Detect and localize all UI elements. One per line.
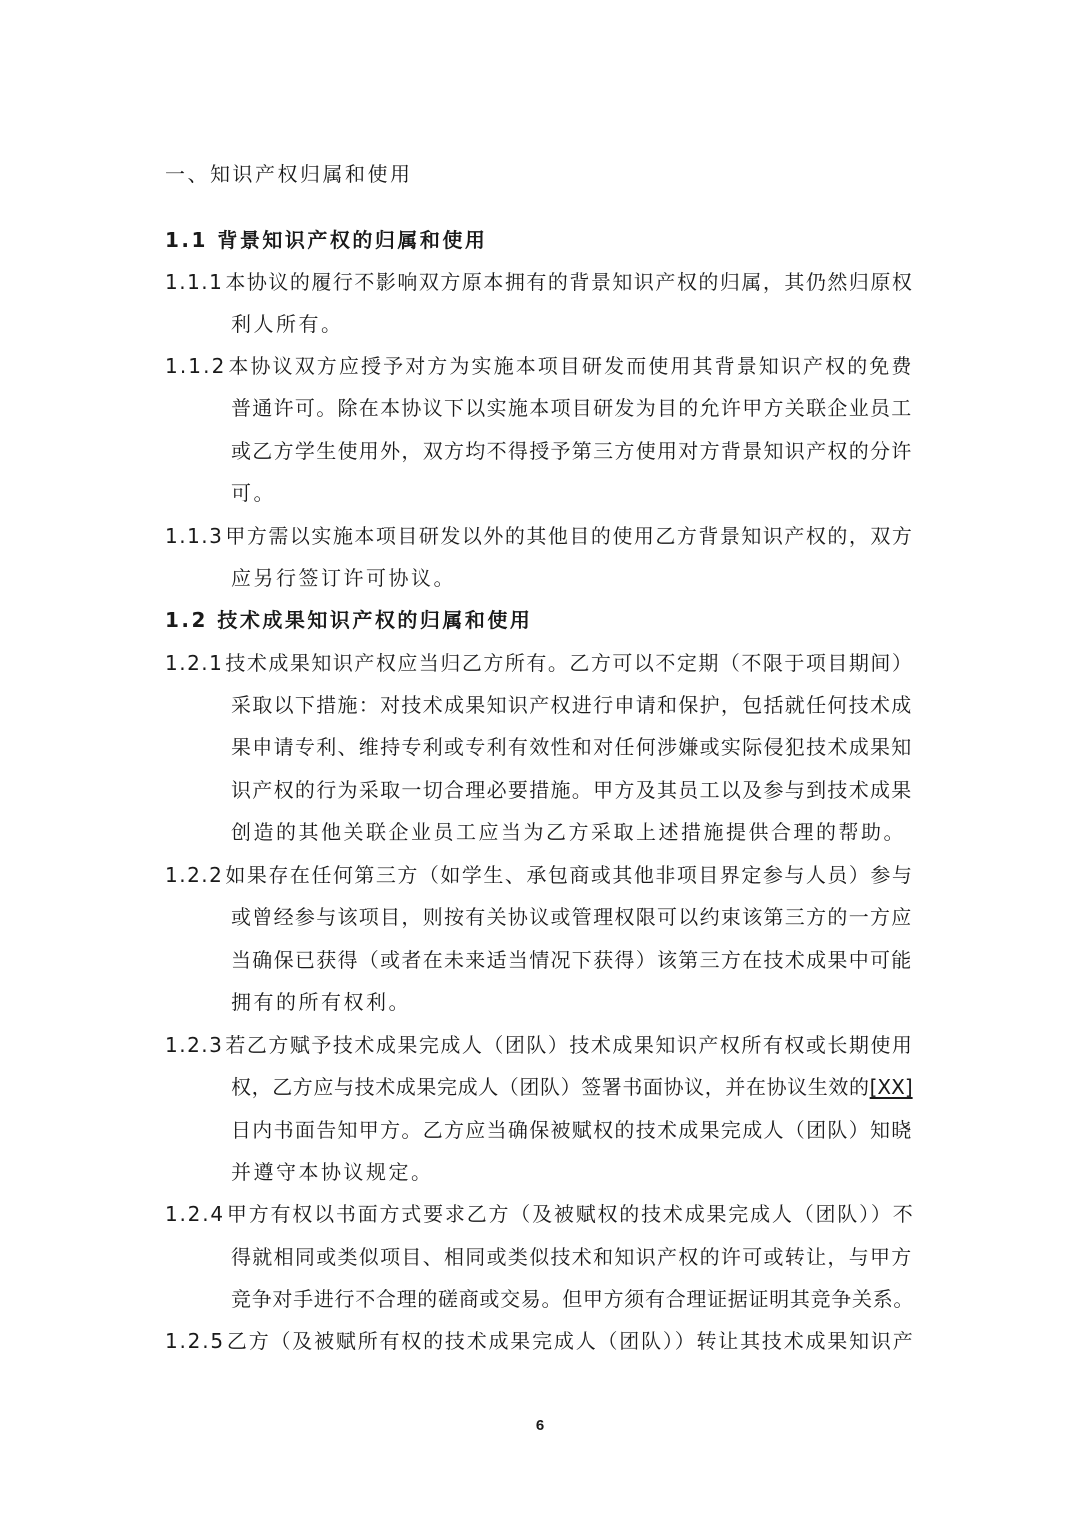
clause-1-1-2-line-2: 普通许可。除在本协议下以实施本项目研发为目的允许甲方关联企业员工	[231, 396, 913, 420]
clause-1-1-1-line-2: 利人所有。	[231, 312, 344, 336]
clause-1-1-2-line-4: 可。	[231, 481, 276, 505]
clause-1-2-1-line-5: 创造的其他关联企业员工应当为乙方采取上述措施提供合理的帮助。	[231, 820, 906, 844]
section-title: 一、知识产权归属和使用	[165, 162, 413, 186]
subsection-heading-1-1: 1.1 背景知识产权的归属和使用	[165, 228, 488, 252]
clause-text: 甲方需以实施本项目研发以外的其他目的使用乙方背景知识产权的，双方	[225, 524, 914, 548]
clause-number: 1.2.2	[165, 863, 224, 887]
clause-1-2-2-line-3: 当确保已获得（或者在未来适当情况下获得）该第三方在技术成果中可能	[231, 948, 913, 972]
clause-1-2-4-line-3: 竞争对手进行不合理的磋商或交易。但甲方须有合理证据证明其竞争关系。	[231, 1287, 915, 1311]
clause-1-2-1-line-2: 采取以下措施：对技术成果知识产权进行申请和保护，包括就任何技术成	[231, 693, 913, 717]
clause-1-1-2-line-1	[165, 352, 914, 380]
clause-text: 乙方（及被赋所有权的技术成果完成人（团队））转让其技术成果知识产	[226, 1329, 915, 1353]
clause-1-1-3-line-2: 应另行签订许可协议。	[231, 566, 456, 590]
clause-1-2-4-line-1	[165, 1200, 915, 1228]
clause-1-1-3-line-1	[165, 522, 913, 550]
clause-number: 1.1.2	[165, 354, 227, 378]
clause-1-2-2-line-4: 拥有的所有权利。	[231, 990, 411, 1014]
clause-text: 甲方有权以书面方式要求乙方（及被赋权的技术成果完成人（团队））不	[226, 1202, 915, 1226]
clause-1-2-1-line-4: 识产权的行为采取一切合理必要措施。甲方及其员工以及参与到技术成果	[231, 778, 913, 802]
clause-1-2-2-line-2: 或曾经参与该项目，则按有关协议或管理权限可以约束该第三方的一方应	[231, 905, 913, 929]
clause-1-2-2-line-1	[165, 861, 913, 889]
clause-number: 1.2.1	[165, 651, 224, 675]
clause-text: 技术成果知识产权应当归乙方所有。乙方可以不定期（不限于项目期间）	[225, 651, 914, 675]
clause-1-2-4-line-2: 得就相同或类似项目、相同或类似技术和知识产权的许可或转让，与甲方	[231, 1245, 913, 1269]
clause-1-1-2-line-3: 或乙方学生使用外，双方均不得授予第三方使用对方背景知识产权的分许	[231, 439, 913, 463]
placeholder-days: [XX]	[869, 1075, 913, 1099]
clause-number: 1.2.4	[165, 1202, 225, 1226]
clause-text: 如果存在任何第三方（如学生、承包商或其他非项目界定参与人员）参与	[225, 863, 914, 887]
clause-text: 本协议双方应授予对方为实施本项目研发而使用其背景知识产权的免费	[228, 354, 914, 378]
subsection-heading-1-2: 1.2 技术成果知识产权的归属和使用	[165, 608, 533, 632]
clause-1-2-3-line-1	[165, 1031, 913, 1059]
clause-text: 权，乙方应与技术成果完成人（团队）签署书面协议，并在协议生效的	[231, 1075, 870, 1099]
page-number: 6	[535, 1417, 545, 1434]
clause-1-2-1-line-1	[165, 649, 913, 677]
clause-1-2-5-line-1	[165, 1327, 915, 1355]
clause-number: 1.2.5	[165, 1329, 225, 1353]
clause-1-2-3-line-2	[231, 1073, 913, 1101]
clause-1-2-3-line-3: 日内书面告知甲方。乙方应当确保被赋权的技术成果完成人（团队）知晓	[231, 1118, 913, 1142]
clause-text: 若乙方赋予技术成果完成人（团队）技术成果知识产权所有权或长期使用	[225, 1033, 914, 1057]
clause-text: 本协议的履行不影响双方原本拥有的背景知识产权的归属，其仍然归原权	[225, 270, 914, 294]
clause-number: 1.1.1	[165, 270, 224, 294]
clause-number: 1.2.3	[165, 1033, 224, 1057]
clause-1-2-3-line-4: 并遵守本协议规定。	[231, 1160, 434, 1184]
clause-1-1-1-line-1	[165, 268, 913, 296]
clause-1-2-1-line-3: 果申请专利、维持专利或专利有效性和对任何涉嫌或实际侵犯技术成果知	[231, 735, 913, 759]
clause-number: 1.1.3	[165, 524, 224, 548]
